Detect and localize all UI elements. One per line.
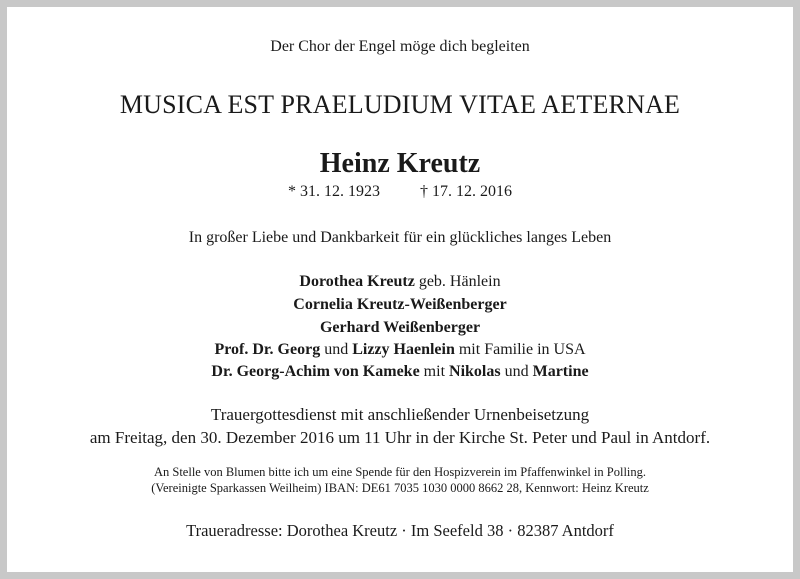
service-line-1: Trauergottesdienst mit anschließender Urnenbeisetzung [210,405,590,424]
mourner-name: Lizzy Haenlein [352,341,455,358]
birth-date: * 31. 12. 1923 [288,183,380,200]
mourner-name: Prof. Dr. Georg [214,341,321,358]
motto: Der Chor der Engel möge dich begleiten [270,38,530,55]
mourner-name: Dr. Georg-Achim von Kameke [211,363,420,380]
mourner-connector: mit [419,363,450,380]
donation-line-1: An Stelle von Blumen bitte ich um eine Spende für den Hospizverein im Pfaffenwinkel in Polling. [153,465,647,479]
mourner-suffix: mit Familie in USA [454,341,586,358]
mourner-connector: und [320,341,353,358]
thanks-line: In großer Liebe und Dankbarkeit für ein glückliches langes Leben [188,229,612,246]
mourning-address: Traueradresse: Dorothea Kreutz · Im Seefeld 38 · 82387 Antdorf [186,521,614,540]
mourner-name: Martine [532,363,589,380]
mourner-name: Cornelia Kreutz-Weißenberger [293,296,507,313]
mourner-line [7,273,793,291]
mourner-line [7,363,793,381]
mourner-line [7,341,793,359]
deceased-name: Heinz Kreutz [319,148,481,179]
mourner-line [7,319,793,337]
mourner-name: Dorothea Kreutz [299,273,415,290]
obituary-notice [7,7,793,572]
death-date: † 17. 12. 2016 [420,183,512,200]
mourner-suffix: geb. Hänlein [414,273,501,290]
donation-line-2: (Vereinigte Sparkassen Weilheim) IBAN: DE61 7035 1030 0000 8662 28, Kennwort: Heinz Kreutz [151,481,649,495]
service-line-2: am Freitag, den 30. Dezember 2016 um 11 Uhr in der Kirche St. Peter und Paul in Antdorf. [89,428,711,447]
mourner-name: Gerhard Weißenberger [319,319,481,336]
latin-quote: MUSICA EST PRAELUDIUM VITAE AETERNAE [119,90,681,119]
life-dates [7,183,793,201]
mourner-line [7,296,793,314]
mourner-name: Nikolas [449,363,501,380]
mourner-connector: und [500,363,533,380]
